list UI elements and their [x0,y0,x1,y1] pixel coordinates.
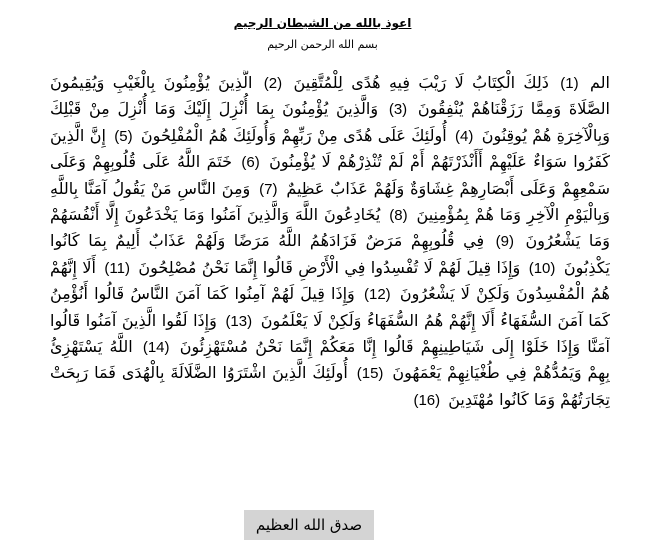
verse-text: اللَّهُ يَسْتَهْزِئُ بِهِمْ وَيَمُدُّهُمْ فِي طُغْيَانِهِمْ يَعْمَهُونَ [50,337,610,383]
closing-phrase-box [244,510,374,540]
verse-number: (2) [263,75,283,92]
verse-number: (15) [356,365,384,383]
verse [96,258,520,277]
verse-number: (3) [388,101,408,119]
verse-text: وَإِذَا قِيلَ لَهُمْ لَا تُفْسِدُوا فِي الْأَرْضِ قَالُوا إِنَّمَا نَحْنُ مُصْلِحُونَ [138,257,521,277]
verse-text: إِنَّ الَّذِينَ كَفَرُوا سَوَاءٌ عَلَيْهِمْ أَأَنْذَرْتَهُمْ أَمْ لَمْ تُنْذِرْهُمْ لَا يُؤْمِنُونَ [50,125,610,172]
verse-text: الَّذِينَ يُؤْمِنُونَ بِالْغَيْبِ وَيُقِيمُونَ الصَّلَاةَ وَمِمَّا رَزَقْنَاهُمْ يُنْفِقُونَ [50,73,610,119]
verse [106,126,447,145]
verse-number: (10) [528,259,556,277]
verse-text: أَلَا إِنَّهُمْ هُمُ الْمُفْسِدُونَ وَلَكِنْ لَا يَشْعُرُونَ [50,257,610,304]
taawwudh-title [0,16,645,30]
verse-number: (6) [241,154,260,172]
verse-number: (1) [560,75,579,92]
verse-text: فِي قُلُوبِهِمْ مَرَضٌ فَزَادَهُمُ اللَّهُ مَرَضًا وَلَهُمْ عَذَابٌ أَلِيمٌ بِمَا كَانُوا يَكْذِبُونَ [50,231,610,277]
verse-number: (4) [455,127,474,145]
verse-number: (11) [104,259,130,277]
verse-text: وَالَّذِينَ يُؤْمِنُونَ بِمَا أُنْزِلَ إِلَيْكَ وَمَا أُنْزِلَ مِنْ قَبْلِكَ وَبِالْآخِرَةِ هُمْ يُوقِنُونَ [50,99,610,145]
basmala-line: بسم الله الرحمن الرحيم [267,38,378,51]
verse-number: (12) [363,286,391,304]
verse [549,73,610,92]
verse-text: يُخَادِعُونَ اللَّهَ وَالَّذِينَ آمَنُوا وَمَا يَخْدَعُونَ إِلَّا أَنْفُسَهُمْ وَمَا يَشْعُرُونَ [50,205,610,251]
verse-text: أُولَئِكَ الَّذِينَ اشْتَرَوُا الضَّلَالَةَ بِالْهُدَى فَمَا رَبِحَتْ تِجَارَتُهُمْ وَمَا كَانُوا مُهْتَدِينَ [50,363,610,409]
verse-text: أُولَئِكَ عَلَى هُدًى مِنْ رَبِّهِمْ وَأُولَئِكَ هُمُ الْمُفْلِحُونَ [140,125,447,145]
taawwudh-text: اعوذ بالله من الشيطان الرجيم [233,16,412,30]
verse-text: وَإِذَا قِيلَ لَهُمْ آمِنُوا كَمَا آمَنَ النَّاسُ قَالُوا أَنُؤْمِنُ كَمَا آمَنَ السُّفَهَاءُ أَلَا إِنَّهُمْ هُمُ السُّفَهَاءُ وَلَكِنْ لَا يَعْلَمُونَ [50,284,610,330]
verse-number: (13) [225,312,253,330]
closing-phrase: صدق الله العظيم [255,516,363,534]
verse-text: ذَلِكَ الْكِتَابُ لَا رَيْبَ فِيهِ هُدًى لِلْمُتَّقِينَ [293,73,549,92]
verse-number: (7) [259,180,278,198]
verse-number: (8) [389,207,408,225]
verse-text: خَتَمَ اللَّهُ عَلَى قُلُوبِهِمْ وَعَلَى سَمْعِهِمْ وَعَلَى أَبْصَارِهِمْ غِشَاوَةٌ وَلَهُمْ عَذَابٌ عَظِيمٌ [50,152,610,198]
verse-number: (16) [413,391,441,409]
verse-text: الم [590,73,610,92]
verse-number: (9) [495,233,514,251]
verse-text: وَمِنَ النَّاسِ مَنْ يَقُولُ آمَنَّا بِاللَّهِ وَبِالْيَوْمِ الْآخِرِ وَمَا هُمْ بِمُؤْمِنِينَ [50,178,610,225]
verses-block [50,70,610,500]
verse [252,73,549,92]
verse-number: (14) [142,339,170,357]
verse-number: (5) [114,127,133,145]
verse-text: وَإِذَا لَقُوا الَّذِينَ آمَنُوا قَالُوا آمَنَّا وَإِذَا خَلَوْا إِلَى شَيَاطِينِهِمْ قَالُوا إِنَّا مَعَكُمْ إِنَّمَا نَحْنُ مُسْتَهْزِئُونَ [50,310,610,357]
